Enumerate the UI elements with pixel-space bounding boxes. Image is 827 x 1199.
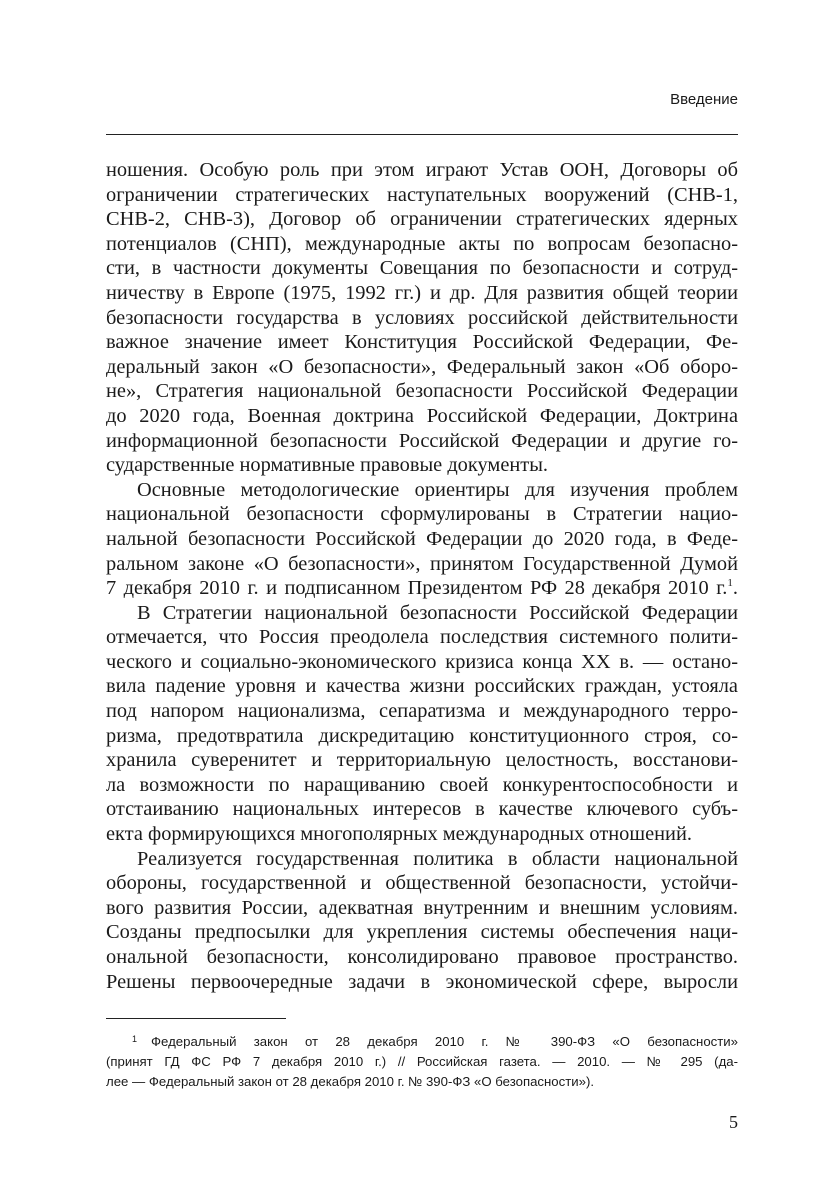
footnote-divider bbox=[106, 1018, 286, 1019]
text-line: обороны, государственной и общественной безопасности, устойчи- bbox=[106, 872, 738, 895]
text-line: деральный закон «О безопасности», Федеральный закон «Об оборо- bbox=[106, 355, 738, 378]
text-line-with-footnote-ref: 7 декабря 2010 г. и подписанном Президентом РФ 28 декабря 2010 г.$^1$. bbox=[106, 577, 738, 600]
text-line: Созданы предпосылки для укрепления системы обеспечения наци- bbox=[106, 921, 738, 944]
text-line: отстаиванию национальных интересов в качестве ключевого субъ- bbox=[106, 798, 738, 821]
text-line: ческого и социально-экономического кризиса конца XX в. — остано- bbox=[106, 650, 738, 673]
text-line: сти, в частности документы Совещания по безопасности и сотруд- bbox=[106, 257, 738, 280]
text-line: Основные методологические ориентиры для изучения проблем bbox=[137, 478, 738, 501]
text-line: вила падение уровня и качества жизни российских граждан, устояла bbox=[106, 675, 738, 698]
footnote-mark: 1 bbox=[132, 1034, 138, 1044]
footnote bbox=[106, 1029, 738, 1092]
text-line: национальной безопасности сформулированы в Стратегии нацио- bbox=[106, 503, 738, 526]
text-line: ношения. Особую роль при этом играют Устав ООН, Договоры об bbox=[106, 159, 738, 181]
page-number: 5 bbox=[729, 1112, 738, 1132]
text-line: не», Стратегия национальной безопасности Российской Федерации bbox=[106, 380, 738, 403]
text-line: ла возможности по наращиванию своей конкурентоспособности и bbox=[106, 773, 738, 796]
footnote-line: лее — Федеральный закон от 28 декабря 2010 г. № 390-ФЗ «О безопасности»). bbox=[106, 1074, 595, 1089]
text-line: информационной безопасности Российской Федерации и другие го- bbox=[106, 429, 738, 452]
text-line: ничеству в Европе (1975, 1992 гг.) и др. Для развития общей теории bbox=[106, 281, 738, 304]
text-line: 7 декабря 2010 г. и подписанном Президентом РФ 28 декабря 2010 г. bbox=[106, 577, 728, 600]
text-line: Реализуется государственная политика в области национальной bbox=[137, 847, 738, 870]
text-line: важное значение имеет Конституция Российской Федерации, Фе- bbox=[106, 331, 738, 354]
text-line: отмечается, что Россия преодолела последствия системного полити- bbox=[106, 626, 738, 649]
text-line: под напором национализма, сепаратизма и международного терро- bbox=[106, 700, 738, 723]
body-text bbox=[106, 158, 738, 994]
footnote-reference[interactable]: 1 bbox=[727, 577, 733, 590]
text-line: нальной безопасности Российской Федерации до 2020 года, в Феде- bbox=[106, 527, 738, 550]
text-line: ральном законе «О безопасности», принятом Государственной Думой bbox=[106, 552, 738, 575]
header-divider bbox=[106, 134, 738, 135]
text-line: ограничении стратегических наступательных вооружений (СНВ-1, bbox=[106, 183, 738, 206]
footnote-line bbox=[106, 1029, 738, 1052]
text-line: хранила суверенитет и территориальную целостность, восстанови- bbox=[106, 749, 738, 772]
text-line: вого развития России, адекватная внутренним и внешним условиям. bbox=[106, 896, 738, 919]
text-line: ризма, предотвратила дискредитацию конституционного строя, со- bbox=[106, 724, 738, 747]
text-line: сударственные нормативные правовые документы. bbox=[106, 454, 549, 477]
running-head: Введение bbox=[670, 91, 738, 108]
text-line: потенциалов (СНП), международные акты по вопросам безопасно- bbox=[106, 232, 738, 255]
text-line: Решены первоочередные задачи в экономической сфере, выросли bbox=[106, 970, 738, 993]
footnote-line: (принят ГД ФС РФ 7 декабря 2010 г.) // Российская газета. — 2010. — № 295 (да- bbox=[106, 1054, 738, 1069]
text-line: безопасности государства в условиях российской действительности bbox=[106, 306, 738, 329]
text-line: екта формирующихся многополярных международных отношений. bbox=[106, 823, 692, 846]
text-line: СНВ-2, СНВ-3), Договор об ограничении стратегических ядерных bbox=[106, 208, 738, 231]
text-line: ональной безопасности, консолидировано правовое пространство. bbox=[106, 946, 738, 968]
text-line: В Стратегии национальной безопасности Российской Федерации bbox=[137, 601, 738, 624]
footnote-text: Федеральный закон от 28 декабря 2010 г. № 390-ФЗ «О безопасности» bbox=[151, 1034, 738, 1049]
text-line: до 2020 года, Военная доктрина Российской Федерации, Доктрина bbox=[106, 404, 738, 427]
